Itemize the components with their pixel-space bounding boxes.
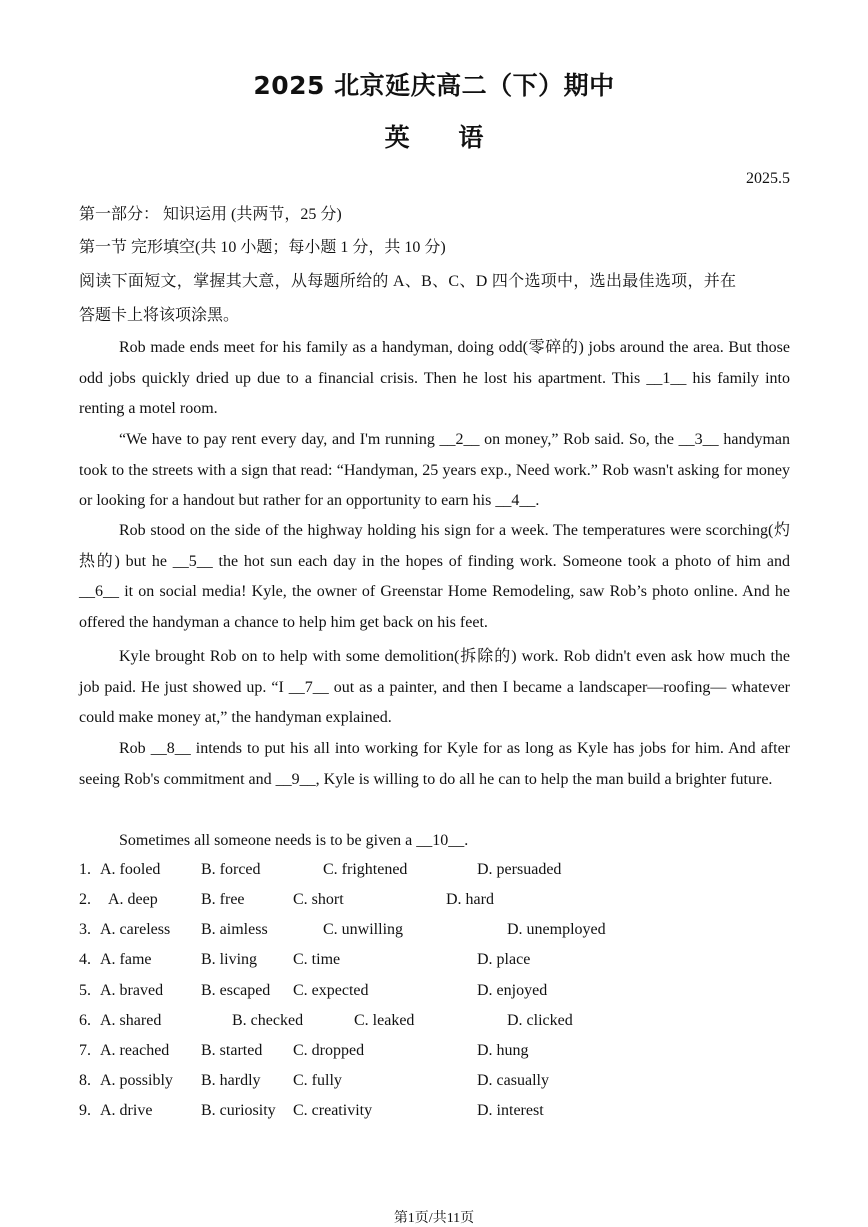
- passage-paragraph: Rob made ends meet for his family as a handyman, doing odd(零碎的) jobs around the area. But those odd jobs quickly dried up due to a financial crisis. Then he lost his apartment. This __1__ his family into renting a motel room.: [79, 339, 790, 417]
- option-b: B. living: [201, 951, 258, 968]
- option-a: A. braved: [100, 982, 164, 999]
- exam-title: 2025 北京延庆高二（下）期中: [253, 71, 615, 100]
- passage-paragraph: “We have to pay rent every day, and I'm running __2__ on money,” Rob said. So, the __3__ handyman took to the streets with a sign that read: “Handyman, 25 years exp., Need work.” Rob wasn't asking for money or looking for a handout but rather for an opportunity to earn his __4__.: [79, 431, 790, 509]
- part-heading: 第一部分： 知识运用 (共两节，25 分): [79, 206, 342, 223]
- option-d: D. unemployed: [507, 921, 606, 938]
- option-b: B. checked: [232, 1012, 304, 1029]
- option-a: A. reached: [100, 1042, 170, 1059]
- option-a: A. careless: [100, 921, 171, 938]
- directions-line-2: 答题卡上将该项涂黑。: [79, 307, 240, 324]
- option-b: B. forced: [201, 861, 261, 878]
- option-c: C. fully: [293, 1072, 342, 1089]
- option-d: D. hung: [477, 1042, 529, 1059]
- section-heading: 第一节 完形填空(共 10 小题；每小题 1 分，共 10 分): [79, 239, 446, 256]
- option-b: B. started: [201, 1042, 263, 1059]
- option-d: D. interest: [477, 1102, 544, 1119]
- option-d: D. enjoyed: [477, 982, 548, 999]
- option-c: C. leaked: [354, 1012, 415, 1029]
- option-c: C. dropped: [293, 1042, 365, 1059]
- passage-paragraph: Kyle brought Rob on to help with some demolition(拆除的) work. Rob didn't even ask how much the job paid. He just showed up. “I __7__ out as a painter, and then I became a landscaper—roofing— whatever could make money at,” the handyman explained.: [79, 648, 790, 726]
- option-d: D. clicked: [507, 1012, 573, 1029]
- option-a: A. deep: [108, 891, 158, 908]
- option-b: B. aimless: [201, 921, 268, 938]
- option-d: D. hard: [446, 891, 494, 908]
- passage-paragraph: Rob stood on the side of the highway holding his sign for a week. The temperatures were scorching(灼热的) but he __5__ the hot sun each day in the hopes of finding work. Someone took a photo of him and __6__ it on social media! Kyle, the owner of Greenstar Home Remodeling, saw Rob’s photo online. And he offered the handyman a chance to help him get back on his feet.: [79, 522, 791, 631]
- option-a: A. drive: [100, 1102, 153, 1119]
- option-d: D. place: [477, 951, 531, 968]
- passage-paragraph: Sometimes all someone needs is to be given a __10__.: [119, 832, 469, 849]
- option-d: D. persuaded: [477, 861, 562, 878]
- passage-paragraph: Rob __8__ intends to put his all into working for Kyle for as long as Kyle has jobs for him. And after seeing Rob's commitment and __9__, Kyle is willing to do all he can to help the man build a brighter future.: [79, 740, 790, 788]
- subject-title: 英 语: [384, 123, 484, 152]
- page-number: 第1页/共11页: [393, 1211, 475, 1226]
- option-b: B. hardly: [201, 1072, 261, 1089]
- directions-line-1: 阅读下面短文，掌握其大意，从每题所给的 A、B、C、D 四个选项中，选出最佳选项，并在: [79, 273, 737, 290]
- option-c: C. time: [293, 951, 341, 968]
- option-c: C. short: [293, 891, 344, 908]
- option-a: A. fame: [100, 951, 152, 968]
- option-c: C. expected: [293, 982, 369, 999]
- option-a: A. fooled: [100, 861, 161, 878]
- option-b: B. escaped: [201, 982, 271, 999]
- option-b: B. free: [201, 891, 245, 908]
- option-a: A. possibly: [100, 1072, 173, 1089]
- option-a: A. shared: [100, 1012, 162, 1029]
- option-b: B. curiosity: [201, 1102, 276, 1119]
- exam-date: 2025.5: [746, 170, 790, 187]
- option-c: C. frightened: [323, 861, 408, 878]
- option-c: C. creativity: [293, 1102, 373, 1119]
- option-d: D. casually: [477, 1072, 549, 1089]
- option-c: C. unwilling: [323, 921, 404, 938]
